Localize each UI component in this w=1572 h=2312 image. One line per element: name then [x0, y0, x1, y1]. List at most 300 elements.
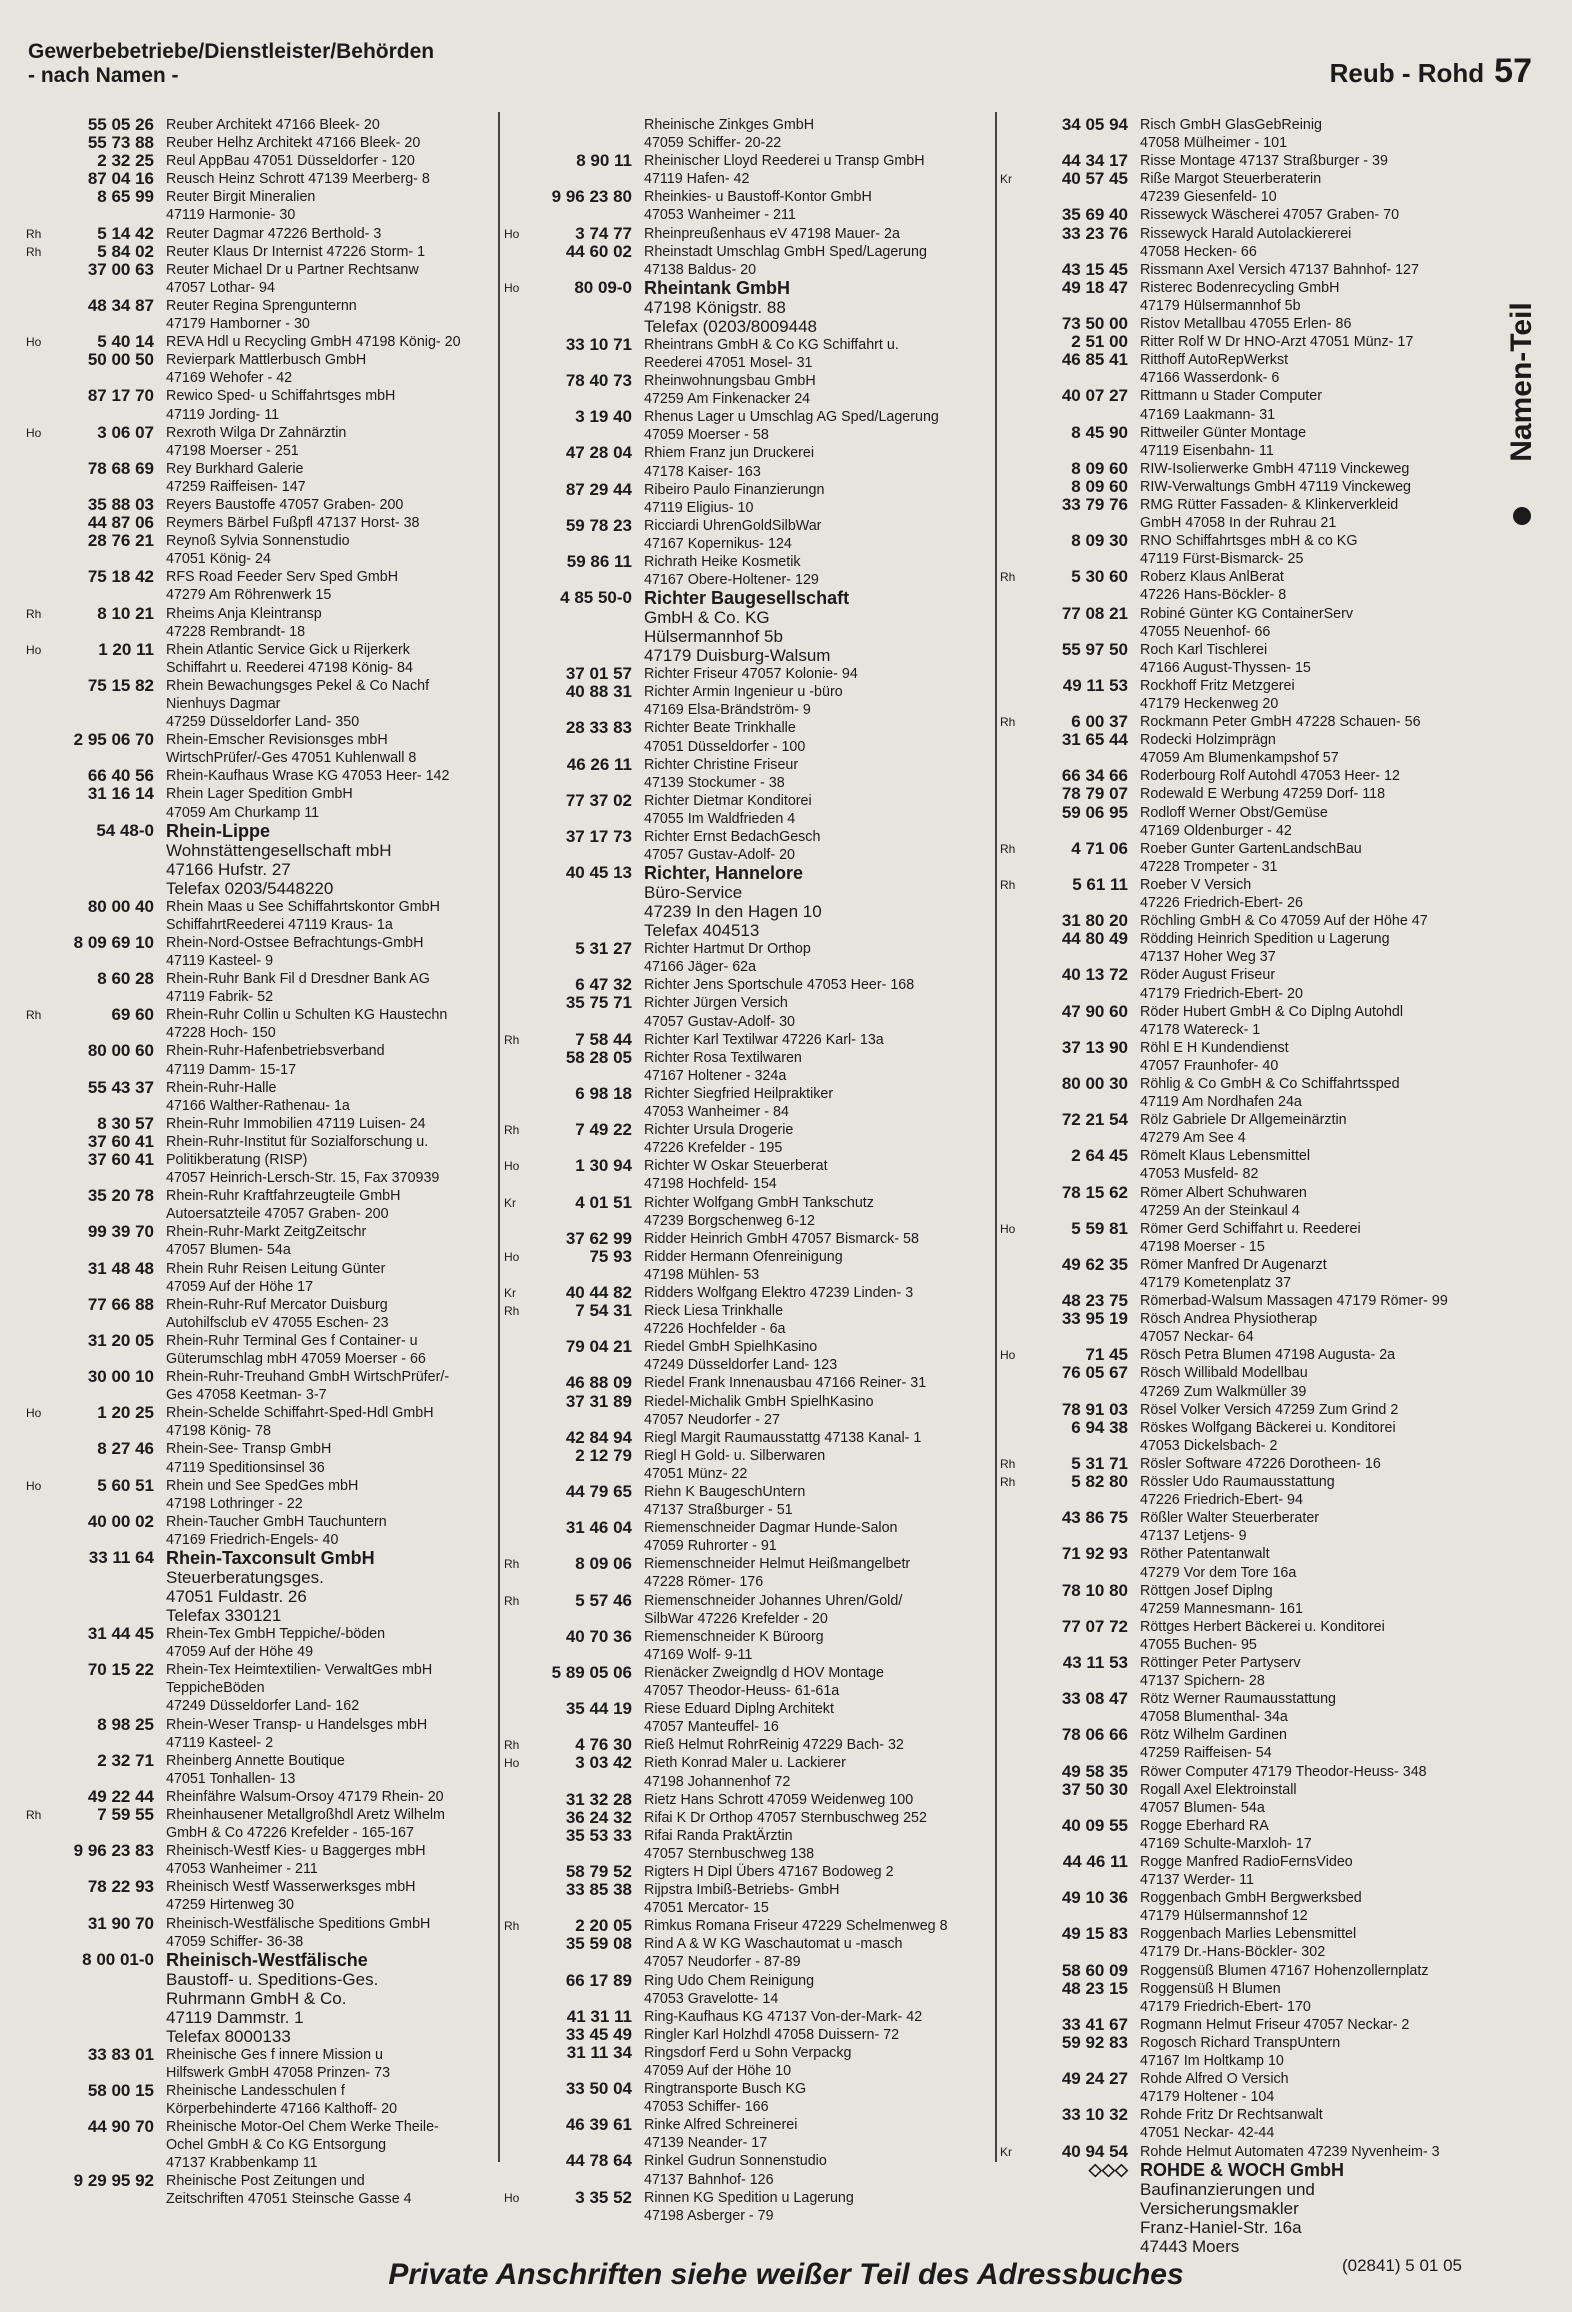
phone-number: 33 50 04 [565, 2079, 632, 2099]
entry-text [1140, 1889, 1470, 1925]
phone-number: 46 88 09 [565, 1373, 632, 1393]
district-code [1000, 2106, 1022, 2142]
entry-name: Robiné Günter KG ContainerServ [1140, 605, 1353, 622]
entry-detail: 47057 Manteuffel- 16 [644, 1719, 779, 1736]
phone-number: 66 34 66 [1061, 766, 1128, 786]
directory-entry [26, 170, 494, 188]
entry-text [644, 1447, 992, 1483]
entry-name: Rhein-Tex GmbH Teppiche/-böden [166, 1626, 386, 1643]
district-code [1000, 1419, 1022, 1455]
phone-number: 31 90 70 [87, 1913, 154, 1933]
district-code [26, 1187, 48, 1223]
entry-text [1140, 1781, 1470, 1817]
district-code [26, 1296, 48, 1332]
directory-entry [1000, 785, 1470, 803]
district-code [26, 514, 48, 532]
directory-entry [504, 1664, 992, 1700]
entry-detail: 47198 Mühlen- 53 [644, 1266, 760, 1283]
phone-number: 8 09 69 10 [73, 932, 154, 952]
district-code [26, 970, 48, 1006]
directory-entry [1000, 1039, 1470, 1075]
entry-text [644, 408, 992, 444]
district-code: Rh [504, 1557, 520, 1572]
phone-number: 5 14 42 [97, 223, 154, 243]
entry-name: Rheinische Ges f innere Mission u [166, 2046, 383, 2063]
entry-detail: Ruhrmann GmbH & Co. [166, 1988, 347, 2008]
district-code: Kr [504, 1285, 516, 1300]
entry-detail: 47166 Walther-Rathenau- 1a [166, 1097, 350, 1114]
phone-number: 72 21 54 [1061, 1110, 1128, 1130]
entry-text [644, 2044, 992, 2080]
entry-name: Römelt Klaus Lebensmittel [1140, 1148, 1311, 1165]
entry-text [1140, 1853, 1470, 1889]
entry-detail: 47259 Düsseldorfer Land- 350 [166, 714, 360, 731]
entry-name: Rogmann Helmut Friseur 47057 Neckar- 2 [1140, 2016, 1410, 2033]
district-code [1000, 351, 1022, 387]
entry-name: Rössler Udo Raumausstattung [1140, 1474, 1335, 1491]
phone-number: 31 65 44 [1061, 730, 1128, 750]
district-code [26, 1151, 48, 1187]
entry-detail: GmbH 47058 In der Ruhrau 21 [1140, 515, 1337, 532]
phone-number: 5 31 27 [575, 939, 632, 959]
directory-entry [1000, 116, 1470, 152]
district-code [26, 934, 48, 970]
phone-number: 59 78 23 [565, 515, 632, 535]
entry-detail: 47119 Harmonie- 30 [166, 207, 296, 224]
entry-detail: 47119 Hafen- 42 [644, 171, 750, 188]
entry-text [1140, 315, 1470, 333]
entry-name: Rimkus Romana Friseur 47229 Schelmenweg 8 [644, 1918, 948, 1935]
entry-detail: 47119 Damm- 15-17 [166, 1061, 297, 1078]
phone-number: 9 29 95 92 [73, 2171, 154, 2191]
district-code [26, 1513, 48, 1549]
entry-name: Rhein und See SpedGes mbH [166, 1477, 359, 1494]
entry-name: Ribeiro Paulo Finanzierungn [644, 481, 825, 498]
district-code [1000, 1925, 1022, 1961]
phone-number: 7 49 22 [575, 1120, 632, 1140]
entry-name: Richter Karl Textilwar 47226 Karl- 13a [644, 1031, 884, 1048]
entry-text [166, 152, 494, 170]
phone-number: 87 29 44 [565, 479, 632, 499]
phone-number: 69 60 [111, 1005, 154, 1025]
directory-entry [1000, 1455, 1470, 1473]
phone-number: 3 19 40 [575, 407, 632, 427]
entry-detail: 47228 Rembrandt- 18 [166, 623, 306, 640]
directory-entry [1000, 1781, 1470, 1817]
entry-name: Rheinische Landesschulen f [166, 2082, 345, 2099]
district-code [1000, 1184, 1022, 1220]
entry-name: Roggenbach Marlies Lebensmittel [1140, 1926, 1357, 1943]
directory-entry [504, 864, 992, 940]
district-code [26, 1951, 48, 2046]
phone-number: 87 04 16 [87, 169, 154, 189]
entry-detail: 47179 Kometenplatz 37 [1140, 1275, 1292, 1291]
entry-detail: 47259 Raiffeisen- 54 [1140, 1745, 1272, 1762]
district-code: Ho [1000, 1221, 1016, 1236]
entry-name: Roberz Klaus AnlBerat [1140, 569, 1284, 586]
phone-number: 8 45 90 [1071, 422, 1128, 442]
entry-detail: 47053 Gravelotte- 14 [644, 1990, 779, 2007]
entry-name: Rhein-Ruhr-Hafenbetriebsverband [166, 1043, 385, 1060]
district-code [26, 1752, 48, 1788]
entry-name: Rogall Axel Elektroinstall [1140, 1781, 1297, 1798]
directory-entry [504, 1592, 992, 1628]
district-code [1000, 1654, 1022, 1690]
district-code: Ho [26, 1406, 42, 1421]
entry-text [1140, 424, 1470, 460]
entry-name: Röttinger Peter Partyserv [1140, 1654, 1301, 1671]
phone-number: 76 05 67 [1061, 1363, 1128, 1383]
district-code [26, 2046, 48, 2082]
entry-text [1140, 876, 1470, 912]
directory-entry [504, 1338, 992, 1374]
directory-entry [1000, 677, 1470, 713]
phone-number: 47 90 60 [1061, 1001, 1128, 1021]
phone-number: 78 10 80 [1061, 1580, 1128, 1600]
entry-name: Rheinkies- u Baustoff-Kontor GmbH [644, 189, 872, 206]
district-code [1000, 785, 1022, 803]
phone-number: 31 20 05 [87, 1330, 154, 1350]
entry-text [1140, 1184, 1470, 1220]
entry-text [166, 424, 494, 460]
phone-number: 49 18 47 [1061, 277, 1128, 297]
entry-name: Röther Patentanwalt [1140, 1546, 1270, 1563]
phone-number: 49 11 53 [1062, 675, 1128, 695]
district-code [1000, 804, 1022, 840]
directory-entry [1000, 966, 1470, 1002]
entry-text [166, 1440, 494, 1476]
entry-text [644, 940, 992, 976]
entry-detail: 47137 Hoher Weg 37 [1140, 949, 1276, 966]
entry-name: Politikberatung (RISP) [166, 1151, 308, 1168]
entry-detail: 47057 Fraunhofer- 40 [1140, 1057, 1279, 1074]
entry-text [644, 2116, 992, 2152]
directory-entry [26, 767, 494, 785]
phone-number: 7 59 55 [97, 1804, 154, 1824]
entry-detail: 47137 Werder- 11 [1140, 1872, 1254, 1889]
district-code [504, 1519, 526, 1555]
entry-text [166, 1661, 494, 1715]
directory-entry [1000, 2016, 1470, 2034]
district-code [1000, 1256, 1022, 1292]
district-code: Rh [1000, 570, 1016, 585]
phone-number: 48 23 75 [1061, 1291, 1128, 1311]
directory-entry [504, 2044, 992, 2080]
phone-number: 7 54 31 [575, 1301, 632, 1321]
district-code [504, 2152, 526, 2188]
phone-number: 46 85 41 [1061, 350, 1128, 370]
entry-name: Richter Beate Trinkhalle [644, 720, 796, 737]
entry-name: Roch Karl Tischlerei [1140, 641, 1268, 658]
directory-entry [1000, 1509, 1470, 1545]
entry-text [644, 279, 992, 336]
directory-entry [1000, 1889, 1470, 1925]
entry-text [1140, 2070, 1470, 2106]
directory-entry [1000, 1075, 1470, 1111]
entry-detail: Franz-Haniel-Str. 16a [1140, 2217, 1302, 2237]
district-code: Ho [26, 425, 42, 440]
directory-entry [504, 994, 992, 1030]
directory-entry [1000, 1292, 1470, 1310]
entry-name: Rohde Helmut Automaten 47239 Nyvenheim- 3 [1140, 2143, 1440, 2160]
entry-detail: 47167 Kopernikus- 124 [644, 535, 792, 552]
entry-text [1140, 840, 1470, 876]
directory-entry [504, 1700, 992, 1736]
entry-text [1140, 1763, 1470, 1781]
district-code [504, 864, 526, 940]
directory-entry [504, 1917, 992, 1935]
entry-name: Riedel GmbH SpielhKasino [644, 1339, 818, 1356]
district-code: Ho [504, 226, 520, 241]
directory-entry [504, 1393, 992, 1429]
district-code [504, 1827, 526, 1863]
entry-name: Roderbourg Rolf Autohdl 47053 Heer- 12 [1140, 768, 1400, 785]
directory-entry [26, 822, 494, 898]
entry-detail: 47059 Ruhrorter - 91 [644, 1538, 777, 1555]
entry-text [644, 225, 992, 243]
district-code: Ho [504, 1159, 520, 1174]
entry-name: Rogge Eberhard RA [1140, 1817, 1269, 1834]
directory-entry [26, 297, 494, 333]
directory-entry [504, 2008, 992, 2026]
entry-name: Rhein Atlantic Service Gick u Rijerkerk [166, 641, 410, 658]
phone-number: 8 09 06 [575, 1554, 632, 1574]
directory-entry [1000, 1003, 1470, 1039]
phone-number: 5 82 80 [1071, 1472, 1128, 1492]
entry-text [1140, 1039, 1470, 1075]
entry-name: Richter Friseur 47057 Kolonie- 94 [644, 666, 858, 683]
entry-detail: 47119 Am Nordhafen 24a [1140, 1094, 1302, 1111]
entry-name: Reuter Birgit Mineralien [166, 189, 316, 206]
directory-entry [1000, 804, 1470, 840]
entry-detail: 47179 Hülsermannhof 5b [1140, 297, 1301, 314]
entry-name: Rohde Alfred O Versich [1140, 2071, 1289, 2088]
entry-name: Rieß Helmut RohrReinig 47229 Bach- 32 [644, 1737, 904, 1754]
directory-entry [504, 589, 992, 665]
entry-text [1140, 1455, 1470, 1473]
district-code [1000, 767, 1022, 785]
entry-detail: 47249 Düsseldorfer Land- 123 [644, 1357, 838, 1374]
phone-number: 3 74 77 [575, 223, 632, 243]
entry-name: Rhein-Kaufhaus Wrase KG 47053 Heer- 142 [166, 768, 450, 785]
phone-number: 37 62 99 [565, 1228, 632, 1248]
directory-entry [504, 1972, 992, 2008]
entry-name: Rheinische Motor-Oel Chem Werke Theile- [166, 2119, 439, 2136]
directory-entry [1000, 424, 1470, 460]
entry-name: Rey Burkhard Galerie [166, 460, 304, 477]
phone-number: 78 40 73 [565, 371, 632, 391]
entry-text [166, 1625, 494, 1661]
entry-name: Richter Ernst BedachGesch [644, 829, 821, 845]
district-code [504, 1429, 526, 1447]
district-code [26, 822, 48, 898]
entry-detail: 47137 Straßburger - 51 [644, 1502, 793, 1519]
directory-entry [26, 1915, 494, 1951]
phone-number: 48 23 15 [1061, 1978, 1128, 1998]
directory-entry [1000, 1618, 1470, 1654]
phone-number: 49 22 44 [87, 1786, 154, 1806]
district-code [1000, 1726, 1022, 1762]
page-header-right [1330, 52, 1532, 91]
directory-entry [26, 333, 494, 351]
directory-entry [26, 532, 494, 568]
phone-number: 43 15 45 [1061, 259, 1128, 279]
directory-entry [1000, 876, 1470, 912]
entry-text [166, 1404, 494, 1440]
entry-name: Rhein-Ruhr Terminal Ges f Container- u [166, 1332, 418, 1349]
district-code: Kr [1000, 172, 1012, 187]
district-code [1000, 1853, 1022, 1889]
entry-text [644, 864, 992, 940]
phone-number: 28 33 83 [565, 718, 632, 738]
entry-detail: 47226 Hans-Böckler- 8 [1140, 587, 1287, 604]
entry-text [166, 2172, 494, 2208]
phone-number: 2 32 71 [97, 1750, 154, 1770]
entry-detail: Versicherungsmakler [1140, 2198, 1299, 2218]
entry-name: Richter Christine Friseur [644, 756, 799, 773]
entry-name: Rhein-Taucher GmbH Tauchuntern [166, 1513, 387, 1530]
entry-detail: SilbWar 47226 Krefelder - 20 [644, 1610, 828, 1627]
district-code [504, 756, 526, 792]
entry-text [644, 1881, 992, 1917]
phone-number: 40 44 82 [565, 1282, 632, 1302]
phone-number: 33 23 76 [1061, 223, 1128, 243]
entry-text [166, 641, 494, 677]
directory-entry [504, 792, 992, 828]
district-code [26, 1716, 48, 1752]
phone-number: 59 06 95 [1061, 802, 1128, 822]
directory-entry [26, 1332, 494, 1368]
directory-entry [504, 152, 992, 188]
phone-number: 9 96 23 80 [551, 187, 632, 207]
entry-name: Riegl H Gold- u. Silberwaren [644, 1447, 826, 1464]
entry-text [1140, 152, 1470, 170]
entry-text [644, 2152, 992, 2188]
entry-name: REVA Hdl u Recycling GmbH 47198 König- 20 [166, 334, 461, 351]
district-code [26, 898, 48, 934]
district-code: Rh [26, 606, 42, 621]
district-code: Rh [504, 1738, 520, 1753]
directory-entry [26, 1842, 494, 1878]
district-code [1000, 1039, 1022, 1075]
directory-entry [26, 261, 494, 297]
directory-entry [26, 1368, 494, 1404]
directory-entry [26, 1404, 494, 1440]
directory-entry [504, 1447, 992, 1483]
entry-detail: 47198 Moerser - 15 [1140, 1238, 1265, 1255]
entry-name: Roggensüß H Blumen [1140, 1980, 1281, 1997]
district-code: Rh [504, 1304, 520, 1319]
entry-text [644, 1157, 992, 1193]
entry-detail: 47119 Kasteel- 9 [166, 952, 274, 969]
phone-number: 43 11 53 [1062, 1652, 1128, 1672]
side-tab [1492, 255, 1552, 515]
directory-entry [26, 731, 494, 767]
directory-entry [26, 387, 494, 423]
directory-entry [504, 1754, 992, 1790]
entry-text [644, 1754, 992, 1790]
directory-entry [504, 1230, 992, 1248]
entry-name: Rösler Software 47226 Dorotheen- 16 [1140, 1455, 1381, 1472]
district-code [504, 719, 526, 755]
entry-detail: 47167 Holtener - 324a [644, 1067, 787, 1084]
entry-detail: 47259 Mannesmann- 161 [1140, 1600, 1303, 1617]
entry-name: Rhein Maas u See Schiffahrtskontor GmbH [166, 898, 440, 915]
entry-detail: 47179 Dr.-Hans-Böckler- 302 [1140, 1944, 1326, 1961]
entry-text [644, 1827, 992, 1863]
entry-text [644, 1628, 992, 1664]
directory-entry [26, 1625, 494, 1661]
entry-text [166, 1115, 494, 1133]
entry-text [1140, 279, 1470, 315]
directory-entry [26, 1878, 494, 1914]
district-code [26, 1549, 48, 1625]
entry-detail: 47058 Mülheimer - 101 [1140, 135, 1288, 152]
entry-detail: 47228 Hoch- 150 [166, 1025, 276, 1042]
phone-number: 55 73 88 [87, 133, 154, 153]
phone-number: 6 98 18 [575, 1083, 632, 1103]
entry-text [644, 1049, 992, 1085]
entry-text [1140, 116, 1470, 152]
phone-number: 31 16 14 [87, 784, 154, 804]
entry-detail: 47051 Tonhallen- 13 [166, 1770, 296, 1787]
phone-number: 37 60 41 [87, 1131, 154, 1151]
entry-name: Ritter Rolf W Dr HNO-Arzt 47051 Münz- 17 [1140, 334, 1414, 351]
directory-entry [1000, 1726, 1470, 1762]
entry-text [166, 1006, 494, 1042]
entry-text [644, 188, 992, 224]
phone-number: 8 60 28 [97, 969, 154, 989]
entry-text [644, 1791, 992, 1809]
district-code [504, 792, 526, 828]
phone-number: 70 15 22 [87, 1660, 154, 1680]
district-code [504, 665, 526, 683]
entry-detail: 47239 Borgschenweg 6-12 [644, 1212, 815, 1229]
phone-number: 99 39 70 [87, 1222, 154, 1242]
directory-entry [504, 372, 992, 408]
directory-entry [504, 1628, 992, 1664]
directory-entry [26, 1513, 494, 1549]
phone-number: 8 30 57 [97, 1113, 154, 1133]
district-code: Rh [504, 1123, 520, 1138]
district-code [1000, 1889, 1022, 1925]
phone-number: 5 59 81 [1071, 1218, 1128, 1238]
directory-entry [26, 1440, 494, 1476]
entry-name: Röder Hubert GmbH & Co Diplng Autohdl [1140, 1003, 1404, 1020]
entry-name: Rhein-Ruhr-Treuhand GmbH WirtschPrüfer/- [166, 1369, 450, 1386]
entry-name: Rogge Manfred RadioFernsVideo [1140, 1854, 1353, 1870]
entry-name: Ridder Hermann Ofenreinigung [644, 1248, 843, 1265]
entry-text [644, 589, 992, 665]
phone-number: 58 60 09 [1061, 1960, 1128, 1980]
directory-entry [504, 1284, 992, 1302]
district-code [1000, 912, 1022, 930]
phone-number: 58 79 52 [565, 1861, 632, 1881]
entry-name: Rheinisch-Westfälische [166, 1949, 368, 1970]
entry-detail: 47055 Neuenhof- 66 [1140, 623, 1271, 640]
entry-text [1140, 2106, 1470, 2142]
directory-entry [26, 641, 494, 677]
entry-name: Römer Albert Schuhwaren [1140, 1184, 1307, 1201]
phone-number: 40 09 55 [1061, 1815, 1128, 1835]
directory-entry [504, 116, 992, 152]
directory-entry [1000, 840, 1470, 876]
directory-entry [1000, 2143, 1470, 2161]
entry-text [166, 351, 494, 387]
entry-text [166, 387, 494, 423]
entry-name: Rhein-Weser Transp- u Handelsges mbH [166, 1716, 428, 1733]
directory-entry [1000, 351, 1470, 387]
